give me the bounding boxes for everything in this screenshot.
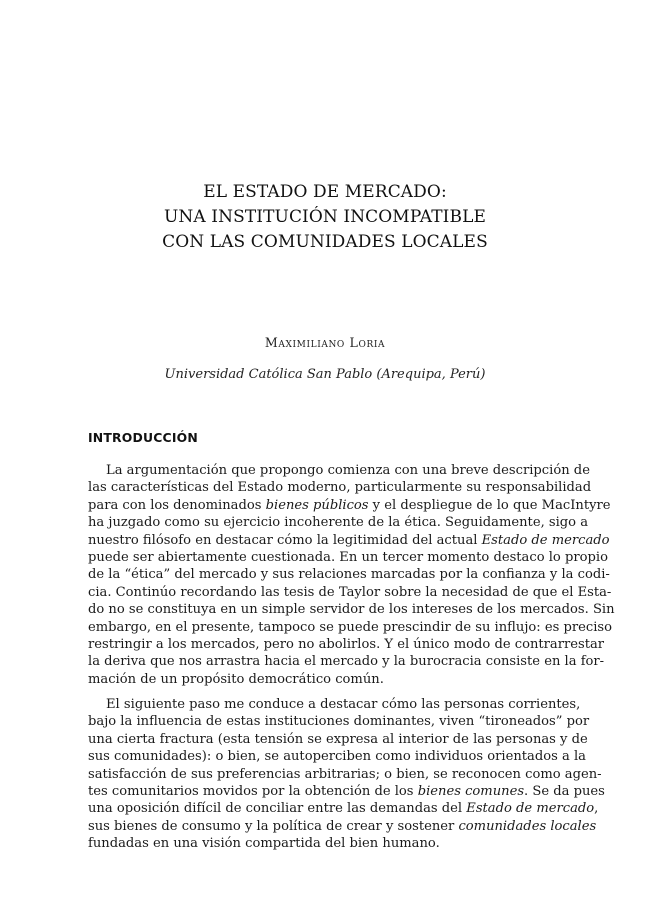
text-run: de la “ética” del mercado y sus relaciones marcadas por la confianza y la codi- bbox=[88, 567, 610, 583]
text-run: la deriva que nos arrastra hacia el mercado y la burocracia consiste en la for- bbox=[88, 654, 605, 670]
text-line bbox=[88, 748, 586, 765]
text-line bbox=[88, 619, 612, 636]
text-run: las características del Estado moderno, particularmente su responsabilidad bbox=[88, 480, 592, 496]
text-line bbox=[88, 800, 599, 817]
text-run: cia. Continúo recordando las tesis de Taylor sobre la necesidad de que el Esta- bbox=[88, 584, 612, 600]
text-run: satisfacción de sus preferencias arbitrarias; o bien, se reconocen como agen- bbox=[88, 766, 602, 782]
author-name: Maximiliano Loria bbox=[264, 335, 386, 350]
text-run: sus comunidades): o bien, se autoperciben como individuos orientados a la bbox=[88, 749, 586, 765]
text-run: restringir a los mercados, pero no abolirlos. Y el único modo de contrarrestar bbox=[88, 636, 605, 652]
text-line bbox=[88, 479, 592, 496]
text-line bbox=[88, 783, 605, 800]
body-text bbox=[88, 462, 615, 853]
text-run: una cierta fractura (esta tensión se expresa al interior de las personas y de bbox=[88, 731, 588, 747]
text-line bbox=[88, 566, 610, 583]
italic-phrase: Estado de mercado bbox=[481, 532, 610, 548]
text-line bbox=[88, 653, 605, 670]
text-run: La argumentación que propongo comienza con una breve descripción de bbox=[106, 463, 590, 478]
text-run: nuestro filósofo en destacar cómo la legitimidad del actual bbox=[88, 532, 482, 548]
italic-phrase: Estado de mercado bbox=[466, 801, 595, 817]
text-run: mación de un propósito democrático común. bbox=[88, 671, 384, 687]
text-line bbox=[88, 636, 605, 653]
text-line bbox=[88, 584, 612, 601]
text-run: El siguiente paso me conduce a destacar cómo las personas corrientes, bbox=[106, 697, 581, 713]
text-run: bajo la influencia de estas instituciones dominantes, viven “tironeados” por bbox=[88, 714, 590, 730]
section-heading: INTRODUCCIÓN bbox=[88, 430, 198, 445]
text-line bbox=[88, 835, 566, 852]
author-affiliation: Universidad Católica San Pablo (Arequipa, Perú) bbox=[164, 367, 486, 382]
text-run: embargo, en el presente, tampoco se puede prescindir de su influjo: es preciso bbox=[88, 619, 612, 635]
text-line bbox=[88, 549, 608, 566]
text-run: y el despliegue de lo que MacIntyre bbox=[368, 497, 611, 513]
text-run: sus bienes de consumo y la política de crear y sostener bbox=[88, 818, 459, 834]
text-run: . Se da pues bbox=[524, 784, 605, 800]
paragraph bbox=[88, 696, 605, 853]
title-line-2: UNA INSTITUCIÓN INCOMPATIBLE bbox=[164, 207, 486, 227]
article-title bbox=[0, 180, 650, 255]
paragraph bbox=[88, 462, 615, 688]
text-line bbox=[88, 462, 590, 479]
text-line bbox=[88, 731, 588, 748]
italic-phrase: comunidades locales bbox=[458, 818, 597, 834]
italic-phrase: bienes comunes bbox=[417, 784, 525, 800]
paragraph-gap bbox=[88, 688, 566, 696]
text-run: do no se constituya en un simple servidor de los intereses de los mercados. Sin bbox=[88, 602, 615, 618]
text-line bbox=[88, 766, 602, 783]
text-run: para con los denominados bbox=[88, 497, 266, 513]
title-line-1: EL ESTADO DE MERCADO: bbox=[203, 182, 447, 202]
text-line bbox=[88, 497, 611, 514]
text-run: tes comunitarios movidos por la obtención de los bbox=[88, 784, 418, 800]
text-run: ha juzgado como su ejercicio incoherente de la ética. Seguidamente, sigo a bbox=[88, 515, 589, 531]
title-line-3: CON LAS COMUNIDADES LOCALES bbox=[162, 232, 488, 252]
text-run: una oposición difícil de conciliar entre las demandas del bbox=[88, 801, 467, 817]
text-line bbox=[88, 713, 590, 730]
italic-phrase: bienes públicos bbox=[265, 497, 369, 513]
text-line bbox=[88, 671, 566, 688]
text-line bbox=[88, 514, 589, 531]
text-line bbox=[88, 696, 581, 713]
text-line bbox=[88, 601, 615, 618]
text-run: , bbox=[594, 801, 599, 817]
text-line bbox=[88, 532, 610, 549]
text-line bbox=[88, 818, 597, 835]
text-run: fundadas en una visión compartida del bien humano. bbox=[88, 836, 440, 852]
text-run: puede ser abiertamente cuestionada. En un tercer momento destaco lo propio bbox=[88, 549, 608, 565]
